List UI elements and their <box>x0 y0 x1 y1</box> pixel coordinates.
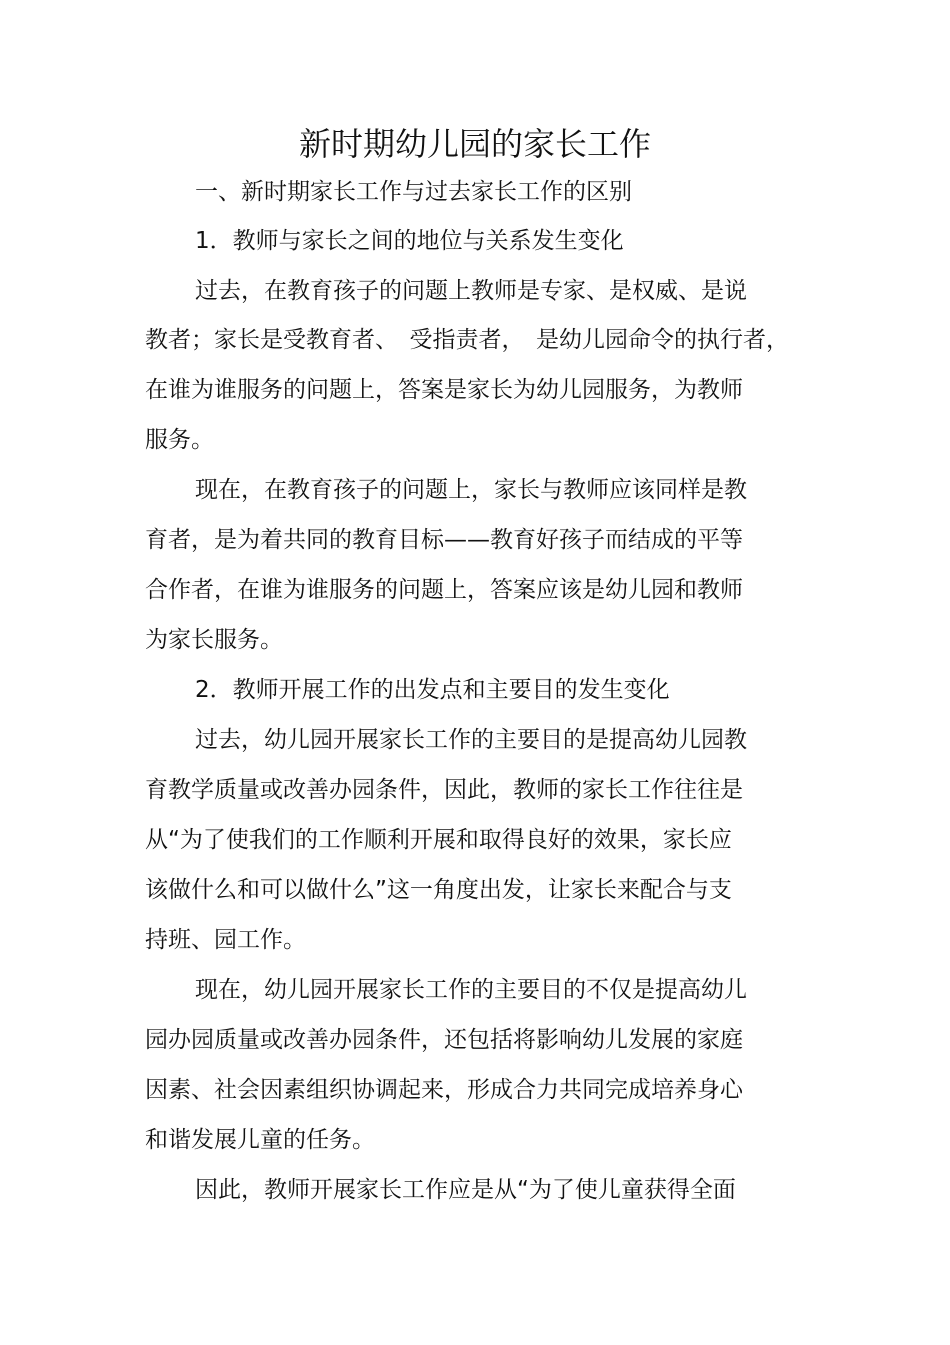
paragraph-line: 现在，幼儿园开展家长工作的主要目的不仅是提高幼儿 <box>195 977 747 1003</box>
paragraph-line: 过去，幼儿园开展家长工作的主要目的是提高幼儿园教 <box>195 727 747 753</box>
subheading-2: 2．教师开展工作的出发点和主要目的发生变化 <box>195 677 670 703</box>
paragraph-line: 因此，教师开展家长工作应是从“为了使儿童获得全面 <box>195 1177 736 1203</box>
paragraph-line: 为家长服务。 <box>145 627 283 653</box>
section-heading: 一、新时期家长工作与过去家长工作的区别 <box>195 179 632 205</box>
paragraph-line: 持班、园工作。 <box>145 927 306 953</box>
paragraph-line: 在谁为谁服务的问题上，答案是家长为幼儿园服务，为教师 <box>145 377 743 403</box>
paragraph-line: 该做什么和可以做什么”这一角度出发，让家长来配合与支 <box>145 877 732 903</box>
paragraph-line: 服务。 <box>145 427 214 453</box>
paragraph-line: 因素、社会因素组织协调起来，形成合力共同完成培养身心 <box>145 1077 743 1103</box>
subheading-1: 1．教师与家长之间的地位与关系发生变化 <box>195 228 624 254</box>
paragraph-line: 和谐发展儿童的任务。 <box>145 1127 375 1153</box>
paragraph-line: 现在，在教育孩子的问题上，家长与教师应该同样是教 <box>195 477 747 503</box>
paragraph-line: 育者，是为着共同的教育目标——教育好孩子而结成的平等 <box>145 527 743 553</box>
paragraph-line: 园办园质量或改善办园条件，还包括将影响幼儿发展的家庭 <box>145 1027 743 1053</box>
paragraph-line: 过去，在教育孩子的问题上教师是专家、是权威、是说 <box>195 278 747 304</box>
paragraph-line: 育教学质量或改善办园条件，因此，教师的家长工作往往是 <box>145 777 743 803</box>
document-title: 新时期幼儿园的家长工作 <box>298 125 651 163</box>
paragraph-line: 教者；家长是受教育者、 受指责者， 是幼儿园命令的执行者， <box>145 327 789 353</box>
paragraph-line: 合作者，在谁为谁服务的问题上，答案应该是幼儿园和教师 <box>145 577 743 603</box>
paragraph-line: 从“为了使我们的工作顺利开展和取得良好的效果，家长应 <box>145 827 732 853</box>
